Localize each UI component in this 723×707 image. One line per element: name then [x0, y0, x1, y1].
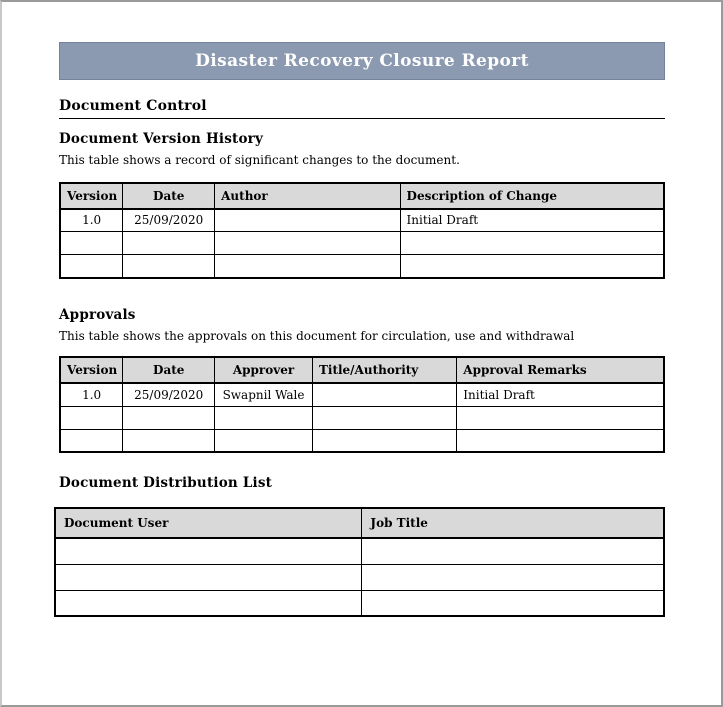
approvals-table: [59, 356, 665, 453]
table-row: [55, 538, 664, 564]
document-content: [59, 42, 665, 617]
cell-date: [123, 429, 215, 452]
cell-version: 1.0: [60, 209, 123, 232]
cell-title-authority: [312, 406, 456, 429]
cell-approval-remarks: [457, 406, 664, 429]
cell-document-user: [55, 590, 362, 616]
cell-job-title: [362, 564, 664, 590]
table-header-row: [55, 508, 664, 538]
cell-version: [60, 255, 123, 278]
cell-document-user: [55, 538, 362, 564]
table-row: [60, 209, 664, 232]
title-banner: [59, 42, 665, 80]
version-history-heading: Document Version History: [59, 131, 264, 147]
table-row: [55, 564, 664, 590]
cell-description: Initial Draft: [400, 209, 664, 232]
table-header-row: [60, 183, 664, 209]
column-header-description: Description of Change: [400, 183, 664, 209]
approvals-description: This table shows the approvals on this document for circulation, use and withdrawal: [59, 328, 575, 343]
column-header-title-authority: Title/Authority: [312, 357, 456, 383]
table-row: [60, 383, 664, 406]
cell-title-authority: [312, 383, 456, 406]
distribution-list-heading: Document Distribution List: [59, 475, 273, 492]
column-header-document-user: Document User: [55, 508, 362, 538]
cell-description: [400, 232, 664, 255]
table-row: [55, 590, 664, 616]
distribution-list-table: [54, 507, 665, 617]
approvals-heading: Approvals: [59, 306, 136, 323]
cell-description: [400, 255, 664, 278]
table-row: [60, 429, 664, 452]
document-title: Disaster Recovery Closure Report: [195, 51, 529, 71]
cell-approver: [215, 406, 313, 429]
cell-author: [215, 209, 400, 232]
cell-approver: Swapnil Wale: [215, 383, 313, 406]
column-header-author: Author: [215, 183, 400, 209]
table-row: [60, 406, 664, 429]
cell-date: [123, 255, 215, 278]
cell-author: [215, 255, 400, 278]
cell-date: [123, 406, 215, 429]
column-header-date: Date: [123, 183, 215, 209]
cell-title-authority: [312, 429, 456, 452]
column-header-approver: Approver: [215, 357, 313, 383]
cell-version: [60, 429, 123, 452]
version-history-table: [59, 182, 665, 279]
cell-version: 1.0: [60, 383, 123, 406]
table-header-row: [60, 357, 664, 383]
column-header-date: Date: [123, 357, 215, 383]
cell-date: 25/09/2020: [123, 209, 215, 232]
cell-job-title: [362, 538, 664, 564]
cell-approval-remarks: [457, 429, 664, 452]
column-header-version: Version: [60, 183, 123, 209]
table-row: [60, 232, 664, 255]
cell-version: [60, 232, 123, 255]
cell-date: 25/09/2020: [123, 383, 215, 406]
column-header-approval-remarks: Approval Remarks: [457, 357, 664, 383]
column-header-job-title: Job Title: [362, 508, 664, 538]
cell-author: [215, 232, 400, 255]
document-control-heading: Document Control: [59, 98, 665, 119]
table-row: [60, 255, 664, 278]
cell-document-user: [55, 564, 362, 590]
version-history-description: This table shows a record of significant changes to the document.: [59, 153, 460, 167]
column-header-version: Version: [60, 357, 123, 383]
cell-approver: [215, 429, 313, 452]
cell-job-title: [362, 590, 664, 616]
cell-approval-remarks: Initial Draft: [457, 383, 664, 406]
cell-date: [123, 232, 215, 255]
cell-version: [60, 406, 123, 429]
